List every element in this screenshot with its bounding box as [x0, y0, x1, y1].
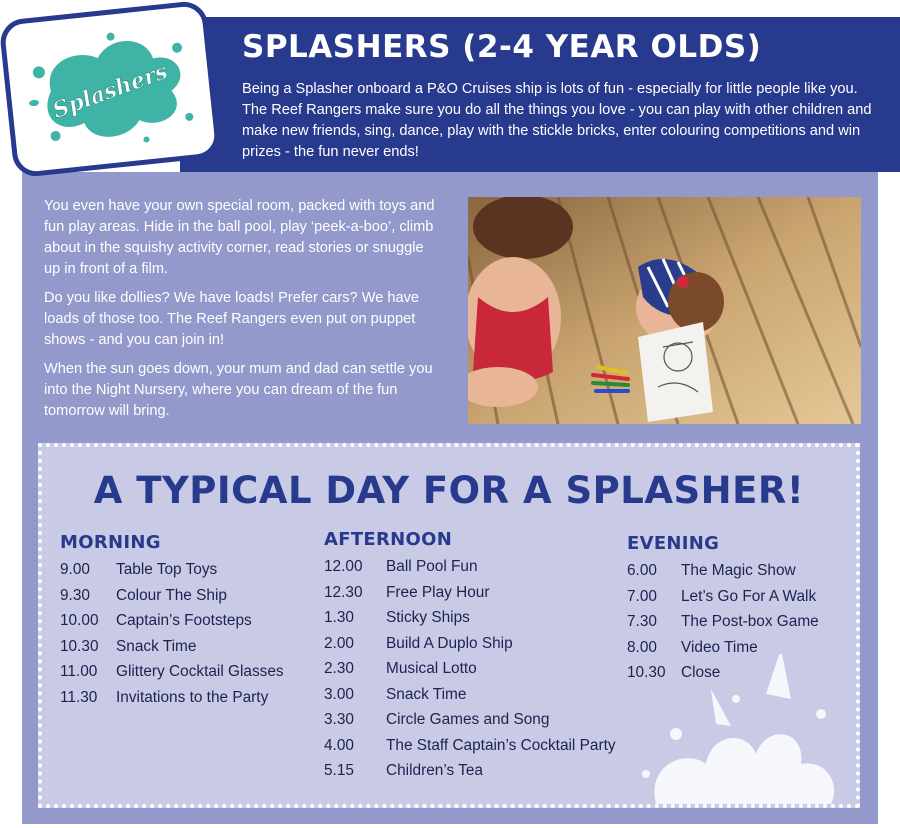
row-activity: Children’s Tea	[386, 762, 483, 779]
logo-text: Splashers	[49, 58, 172, 124]
schedule-row	[627, 609, 819, 635]
morning-heading: MORNING	[60, 532, 161, 553]
row-time: 2.00	[324, 634, 354, 652]
row-activity: The Staff Captain’s Cocktail Party	[386, 736, 616, 754]
row-time: 10.30	[627, 664, 666, 681]
splashers-logo	[0, 0, 222, 178]
evening-heading: EVENING	[627, 533, 720, 554]
row-activity: Circle Games and Song	[386, 711, 550, 728]
schedule-row	[60, 634, 284, 660]
row-activity: The Magic Show	[681, 562, 796, 579]
row-time: 1.30	[324, 609, 354, 626]
schedule-row	[60, 583, 284, 609]
afternoon-heading: AFTERNOON	[324, 529, 453, 550]
row-activity: Colour The Ship	[116, 586, 227, 604]
schedule-row	[60, 557, 284, 583]
row-time: 12.30	[324, 583, 363, 601]
evening-column	[627, 533, 819, 686]
afternoon-column	[324, 529, 616, 784]
splash-logo-icon	[15, 16, 208, 164]
schedule-row	[324, 605, 616, 631]
schedule-row	[324, 580, 616, 606]
row-time: 10.30	[60, 637, 99, 655]
row-time: 2.30	[324, 660, 354, 677]
page-title: SPLASHERS (2-4 YEAR OLDS)	[242, 29, 762, 65]
row-time: 4.00	[324, 736, 354, 754]
schedule-row	[60, 608, 284, 634]
row-activity: Invitations to the Party	[116, 688, 269, 706]
body-paragraph-3: When the sun goes down, your mum and dad can settle you into the Night Nursery, where you can dream of the fun tomorrow will bring.	[44, 361, 433, 419]
body-paragraph-1: You even have your own special room, packed with toys and fun play areas. Hide in the ball pool, play ‘peek-a-boo’, climb about in the squishy activity corner, read stories or snuggle up in front of a film.	[44, 198, 435, 277]
row-time: 5.15	[324, 762, 354, 779]
row-activity: Captain’s Footsteps	[116, 612, 252, 629]
intro-paragraph: Being a Splasher onboard a P&O Cruises ship is lots of fun - especially for little people like you. The Reef Rangers make sure you do all the things you love - you can play with other children and make new friends, sing, dance, play with the stickle bricks, enter colouring competitions and win prizes - the fun never ends!	[242, 81, 872, 160]
row-time: 11.00	[60, 663, 98, 680]
schedule-row	[324, 682, 616, 708]
schedule-row	[60, 659, 284, 685]
schedule-row	[627, 635, 819, 661]
row-time: 7.30	[627, 613, 657, 630]
row-activity: Ball Pool Fun	[386, 558, 478, 575]
row-time: 3.30	[324, 711, 354, 728]
row-time: 11.30	[60, 688, 98, 706]
schedule-row	[627, 558, 819, 584]
row-time: 6.00	[627, 562, 657, 579]
children-colouring-photo	[468, 197, 861, 424]
schedule-title: A TYPICAL DAY FOR A SPLASHER!	[93, 469, 805, 512]
row-time: 8.00	[627, 638, 657, 656]
row-activity: Musical Lotto	[386, 660, 477, 677]
row-activity: Let’s Go For A Walk	[681, 587, 817, 605]
row-activity: Glittery Cocktail Glasses	[116, 663, 284, 680]
row-activity: Snack Time	[386, 685, 467, 703]
schedule-box	[38, 443, 860, 808]
header-band	[180, 17, 900, 172]
schedule-row	[324, 707, 616, 733]
row-time: 9.00	[60, 561, 90, 578]
row-activity: Sticky Ships	[386, 609, 470, 626]
body-text	[44, 196, 440, 430]
body-paragraph-2: Do you like dollies? We have loads! Prefer cars? We have loads of those too. The Reef Rangers even put on puppet shows - and you can join in!	[44, 290, 420, 348]
row-time: 10.00	[60, 612, 99, 629]
row-activity: Close	[681, 664, 721, 681]
row-time: 9.30	[60, 586, 90, 604]
schedule-row	[324, 758, 616, 784]
row-time: 12.00	[324, 558, 363, 575]
schedule-row	[324, 656, 616, 682]
schedule-row	[627, 584, 819, 610]
morning-column	[60, 532, 284, 710]
schedule-row	[60, 685, 284, 711]
row-activity: Build A Duplo Ship	[386, 634, 513, 652]
row-activity: The Post-box Game	[681, 613, 819, 630]
row-activity: Table Top Toys	[116, 561, 218, 578]
row-time: 3.00	[324, 685, 354, 703]
schedule-row	[324, 631, 616, 657]
schedule-row	[324, 554, 616, 580]
row-activity: Video Time	[681, 638, 758, 656]
row-time: 7.00	[627, 587, 657, 605]
row-activity: Snack Time	[116, 637, 197, 655]
schedule-row	[324, 733, 616, 759]
row-activity: Free Play Hour	[386, 583, 490, 601]
schedule-row	[627, 660, 819, 686]
